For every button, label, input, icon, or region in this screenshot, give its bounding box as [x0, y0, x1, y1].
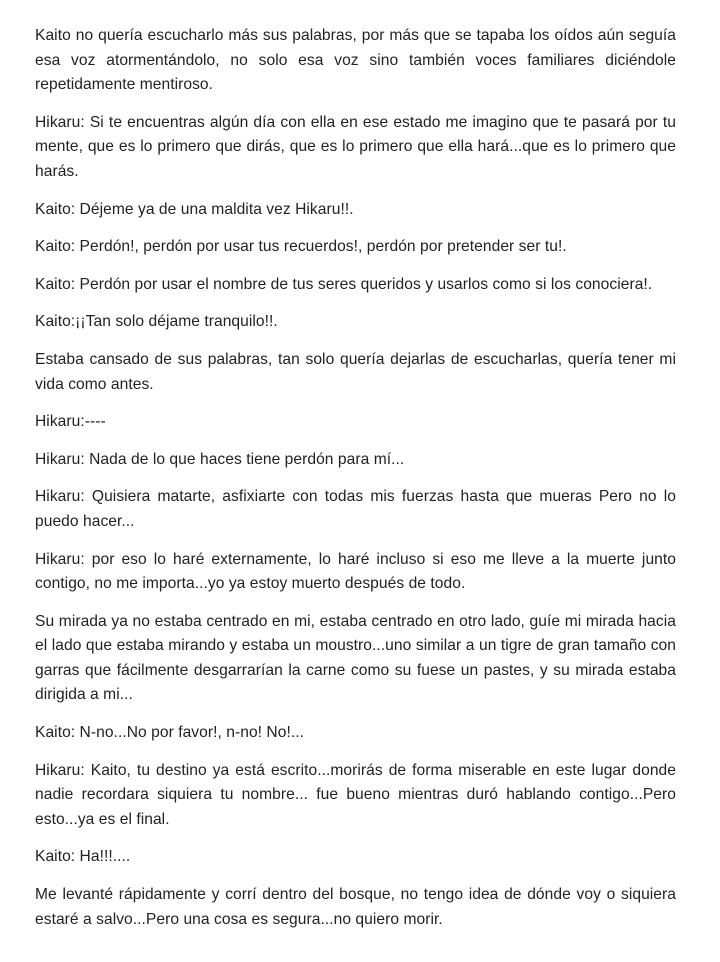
paragraph: Kaito: Ha!!!.... — [35, 848, 131, 866]
paragraph: Hikaru: Kaito, tu destino ya está escrito...morirás de forma miserable en este lugar donde nadie recordara siquiera tu nombre... fue bueno mientras duró hablando contigo...Pero esto...ya es el final. — [35, 761, 676, 828]
paragraph: Hikaru: Nada de lo que haces tiene perdón para mí... — [35, 450, 405, 468]
paragraph: Kaito: N-no...No por favor!, n-no! No!... — [35, 724, 304, 742]
paragraph: Kaito: Perdón por usar el nombre de tus seres queridos y usarlos como si los conociera!. — [35, 275, 653, 293]
paragraph: Kaito: Déjeme ya de una maldita vez Hikaru!!. — [35, 200, 354, 218]
paragraph: Hikaru: por eso lo haré externamente, lo haré incluso si eso me lleve a la muerte junto contigo, no me importa...yo ya estoy muerto después de todo. — [35, 550, 676, 593]
paragraph: Hikaru: Si te encuentras algún día con ella en ese estado me imagino que te pasará por tu mente, que es lo primero que dirás, que es lo primero que ella hará...que es lo primero que harás. — [35, 113, 676, 180]
paragraph: Kaito:¡¡Tan solo déjame tranquilo!!. — [35, 313, 278, 331]
paragraph: Su mirada ya no estaba centrado en mi, estaba centrado en otro lado, guíe mi mirada hacia el lado que estaba mirando y estaba un moustro...uno similar a un tigre de gran tamaño con garras que fácilmente desgarrarían la carne como su fuese un pastes, y su mirada estaba dirigida a mi... — [35, 612, 676, 704]
paragraph: Hikaru:---- — [35, 413, 106, 431]
paragraph: Kaito: Perdón!, perdón por usar tus recuerdos!, perdón por pretender ser tu!. — [35, 238, 567, 256]
paragraph: Estaba cansado de sus palabras, tan solo quería dejarlas de escucharlas, quería tener mi vida como antes. — [35, 350, 676, 393]
paragraph: Me levanté rápidamente y corrí dentro del bosque, no tengo idea de dónde voy o siquiera estaré a salvo...Pero una cosa es segura...no quiero morir. — [35, 886, 676, 928]
paragraph: Hikaru: Quisiera matarte, asfixiarte con todas mis fuerzas hasta que mueras Pero no lo puedo hacer... — [35, 488, 676, 530]
paragraph: Kaito no quería escucharlo más sus palabras, por más que se tapaba los oídos aún seguía esa voz atormentándolo, no solo esa voz sino también voces familiares diciéndole repetidamente mentiroso. — [35, 27, 676, 94]
